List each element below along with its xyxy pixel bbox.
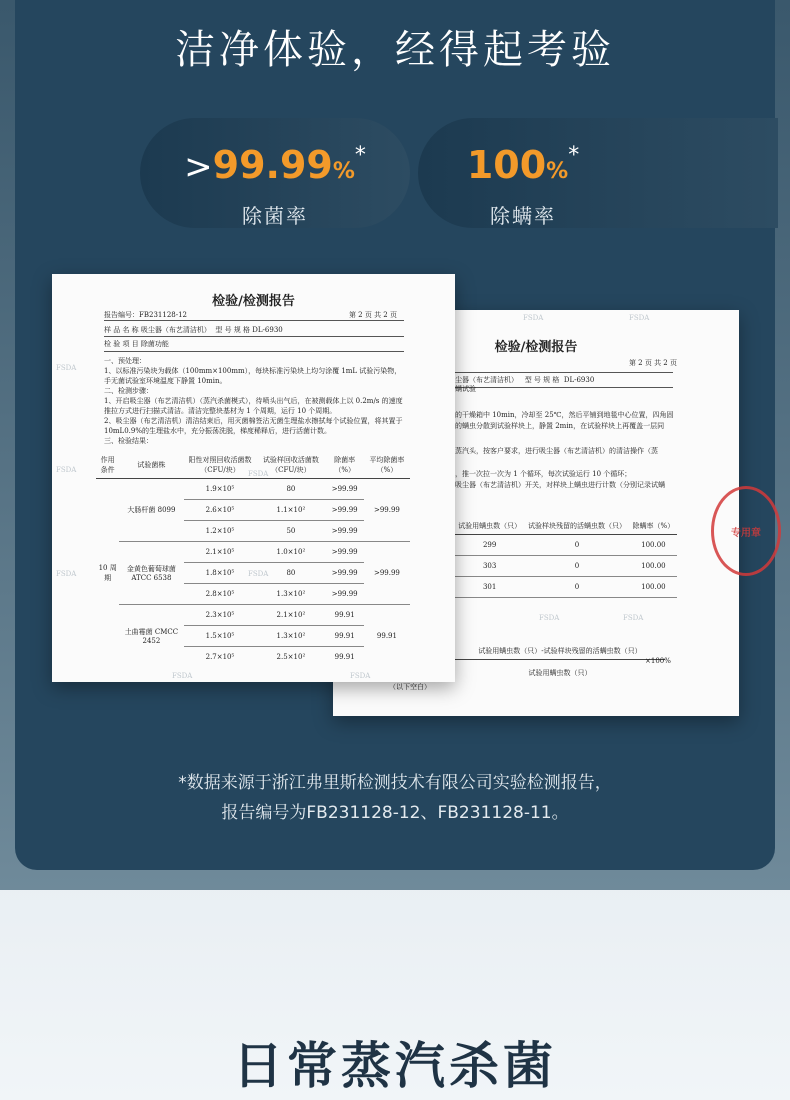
formula-denominator: 试验用螨虫数（只） xyxy=(528,669,592,677)
section-heading: 二、检测步骤： xyxy=(104,387,153,395)
table-cell: 2.1×10⁵ xyxy=(184,542,257,563)
procedure-line: 蒸汽头，按客户要求，进行吸尘器（布艺清洁机）的清洁操作（蒸 xyxy=(455,447,658,455)
sample-name: 吸尘器（布艺清洁机） xyxy=(140,326,211,334)
page-number: 第 2 页 共 2 页 xyxy=(628,359,677,367)
table-cell: 2.3×10⁵ xyxy=(184,605,257,626)
table-row xyxy=(96,479,410,500)
procedure-line: 吸尘器（布艺清洁机）开关，对样块上螨虫进行计数（分别记录试螨 xyxy=(455,481,665,489)
column-header: 除螨率（%） xyxy=(630,518,677,535)
table-cell: 99.91 xyxy=(325,626,363,647)
table-cell: 2.7×10⁵ xyxy=(205,653,235,661)
table-cell: 2.6×10⁵ xyxy=(184,500,257,521)
table-cell: 99.91 xyxy=(325,605,363,626)
test-item: 螨试验 xyxy=(455,385,476,393)
sample-name: 尘器（布艺清洁机） xyxy=(455,376,518,384)
table-cell: >99.99 xyxy=(325,542,363,563)
stat-number: 100 xyxy=(466,143,547,187)
data-source-footnote xyxy=(0,768,790,828)
watermark: FSDA xyxy=(350,672,371,680)
table-cell: >99.99 xyxy=(364,479,410,542)
table-cell: 100.00 xyxy=(630,577,677,598)
model-label: 型 号 规 格 xyxy=(215,326,251,334)
stat-asterisk: * xyxy=(354,143,366,168)
stat-mite-removal xyxy=(418,118,778,228)
footnote-line: 报告编号为FB231128-12、FB231128-11。 xyxy=(221,803,569,823)
table-cell: 100.00 xyxy=(630,535,677,556)
sterilization-results-table xyxy=(96,452,410,667)
watermark: FSDA xyxy=(248,570,269,578)
table-cell: 2.8×10⁵ xyxy=(184,584,257,605)
watermark: FSDA xyxy=(248,470,269,478)
table-row xyxy=(455,556,677,577)
table-cell: 99.91 xyxy=(334,653,355,661)
page-number: 第 2 页 共 2 页 xyxy=(348,311,397,319)
table-cell: 299 xyxy=(455,535,524,556)
table-cell: 99.91 xyxy=(376,632,397,640)
table-cell: 金黄色葡萄球菌 ATCC 6538 xyxy=(119,542,183,605)
watermark: FSDA xyxy=(523,314,544,322)
table-cell: 50 xyxy=(256,521,325,542)
procedure-text xyxy=(104,356,404,446)
table-cell: >99.99 xyxy=(364,542,410,605)
table-cell: 301 xyxy=(455,577,524,598)
column-header: 试验用螨虫数（只） xyxy=(455,518,524,535)
table-cell: 1.3×10² xyxy=(256,584,325,605)
procedure-line: 的螨虫分散到试验样块上，静置 2min，在试验样块上再覆盖一层同 xyxy=(455,422,665,430)
item-value: 除菌功能 xyxy=(140,340,169,348)
stat-sterilization xyxy=(140,118,410,228)
table-cell: 100.00 xyxy=(630,556,677,577)
official-stamp xyxy=(711,486,781,576)
watermark: FSDA xyxy=(623,614,644,622)
stat-asterisk: * xyxy=(568,143,580,168)
formula xyxy=(455,646,665,678)
table-cell: 1.2×10⁵ xyxy=(184,521,257,542)
table-cell: 1.1×10² xyxy=(256,500,325,521)
stat-label: 除菌率 xyxy=(242,204,308,228)
model-value: DL-6930 xyxy=(252,326,283,334)
table-cell: >99.99 xyxy=(325,584,363,605)
section-text: 1、开启吸尘器（布艺清洁机）（蒸汽杀菌模式），待喷头出气后，在被测载体上以 0.2m/s 的速度推拉方式进行扫描式清洁。清洁完整块基材为 1 个周期，运行 10 个周期。 xyxy=(104,397,403,415)
table-cell: 1.0×10² xyxy=(256,542,325,563)
stat-unit: % xyxy=(332,159,355,184)
section-text: 2、吸尘器（布艺清洁机）清洁结束后，用灭菌棉签沾无菌生理盐水擦拭每个试验位置，将其置于 10mL0.9%的生理盐水中，充分振荡洗脱，梯度稀释后，进行活菌计数。 xyxy=(104,417,403,435)
headline: 洁净体验，经得起考验 xyxy=(175,27,615,73)
stat-prefix: > xyxy=(184,147,213,187)
table-row xyxy=(96,605,410,626)
report-number: 报告编号：FB231128-12 xyxy=(104,311,187,319)
table-cell: >99.99 xyxy=(325,479,363,500)
table-cell: >99.99 xyxy=(325,521,363,542)
table-cell: 80 xyxy=(256,563,325,584)
table-cell: 1.8×10⁵ xyxy=(184,563,257,584)
column-header: 阳性对照回收活菌数（CFU/块） xyxy=(184,452,257,479)
table-cell: >99.99 xyxy=(325,500,363,521)
stamp-text: 专用章 xyxy=(731,527,761,539)
table-cell: 0 xyxy=(524,556,629,577)
table-cell: 2.1×10² xyxy=(256,605,325,626)
stat-label: 除螨率 xyxy=(490,204,556,228)
table-cell: 303 xyxy=(455,556,524,577)
report-sterilization-document xyxy=(52,274,455,682)
report-title: 检验/检测报告 xyxy=(212,294,295,309)
section-heading: 一、预处理： xyxy=(104,357,146,365)
table-cell: 2.5×10² xyxy=(276,653,306,661)
column-header: 试验样块残留的活螨虫数（只） xyxy=(524,518,629,535)
table-row xyxy=(96,542,410,563)
table-cell: 土曲霉菌 CMCC 2452 xyxy=(124,628,179,645)
column-header: 作用条件 xyxy=(96,452,119,479)
table-cell: 1.5×10⁵ xyxy=(184,626,257,647)
column-header: 除菌率（%） xyxy=(325,452,363,479)
table-cell: 0 xyxy=(524,535,629,556)
footnote-line: *数据来源于浙江弗里斯检测技术有限公司实验检测报告， xyxy=(178,773,612,793)
table-row xyxy=(455,535,677,556)
stat-value xyxy=(140,134,410,194)
table-cell: 80 xyxy=(256,479,325,500)
watermark: FSDA xyxy=(539,614,560,622)
procedure-line: ，推一次拉一次为 1 个循环，每次试验运行 10 个循环； xyxy=(455,470,632,478)
end-note: （以下空白） xyxy=(389,683,431,691)
watermark: FSDA xyxy=(172,672,193,680)
table-cell: 大肠杆菌 8099 xyxy=(119,479,183,542)
item-label: 检 验 项 目 xyxy=(104,340,139,348)
sample-label: 样 品 名 称 xyxy=(104,326,139,334)
section-text: 1、以标准污染块为载体（100mm×100mm），每块标准污染块上均匀涂覆 1mL 试验污染物，手无菌试验室环境温度下静置 10min。 xyxy=(104,367,402,385)
watermark: FSDA xyxy=(56,570,77,578)
column-header: 试验菌株 xyxy=(119,452,183,479)
model-value: DL-6930 xyxy=(563,376,595,384)
table-cell: 0 xyxy=(524,577,629,598)
model-label: 型 号 规 格 xyxy=(524,376,560,384)
procedure-line: 的干燥箱中 10min，冷却至 25℃，然后平铺到地毯中心位置，四角固 xyxy=(455,411,674,419)
section-heading: 三、检验结果： xyxy=(104,437,153,445)
table-cell: >99.99 xyxy=(325,563,363,584)
mite-results-table xyxy=(455,518,677,598)
watermark: FSDA xyxy=(629,314,650,322)
table-row xyxy=(455,577,677,598)
watermark: FSDA xyxy=(56,364,77,372)
table-cell: 1.9×10⁵ xyxy=(184,479,257,500)
stat-unit: % xyxy=(546,159,569,184)
table-cell: 1.3×10² xyxy=(256,626,325,647)
stat-value xyxy=(418,134,628,194)
watermark: FSDA xyxy=(56,466,77,474)
column-header: 试验样回收活菌数（CFU/块） xyxy=(256,452,325,479)
table-cell: 10 周期 xyxy=(98,564,117,582)
section-title: 日常蒸汽杀菌 xyxy=(233,1036,557,1095)
column-header: 平均除菌率（%） xyxy=(364,452,410,479)
stat-number: 99.99 xyxy=(212,143,333,187)
report-title: 检验/检测报告 xyxy=(494,340,578,355)
formula-numerator: 试验用螨虫数（只）-试验样块残留的活螨虫数（只） xyxy=(455,646,665,660)
formula-multiplier: ×100% xyxy=(645,657,671,665)
